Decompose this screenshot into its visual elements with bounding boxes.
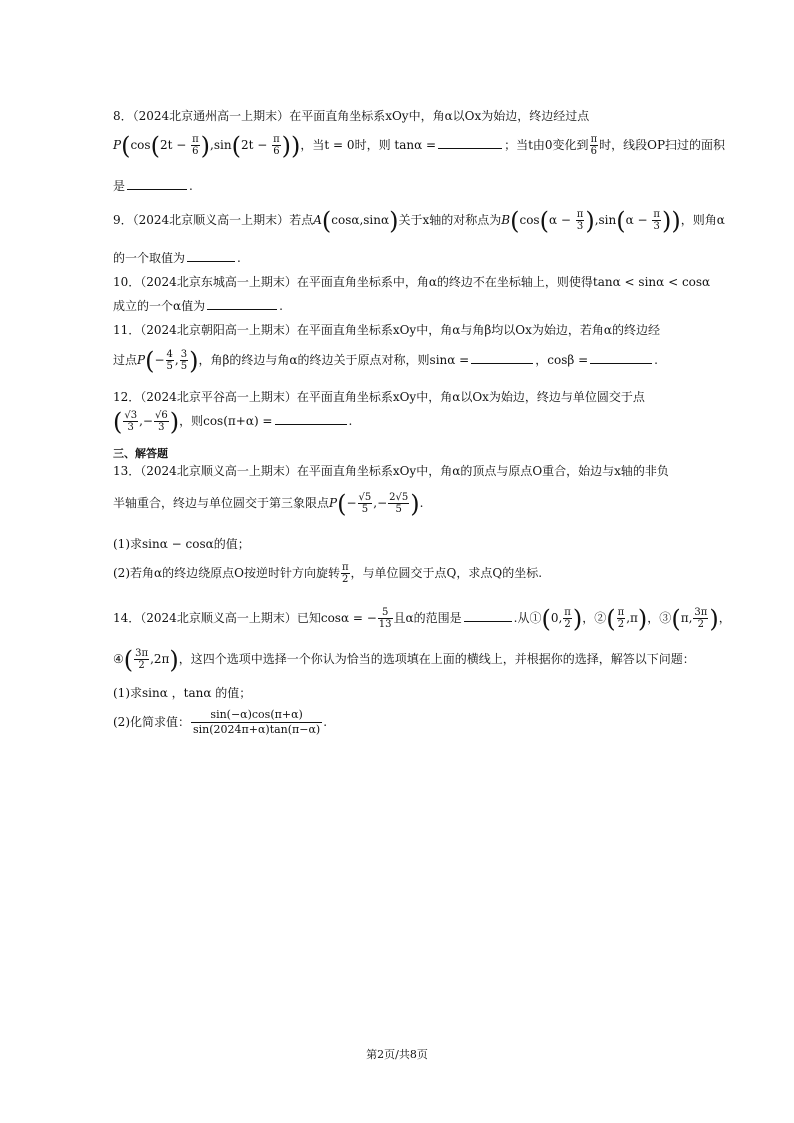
- fraction: $\frac{\sin(-\alpha)\cos(\pi+\alpha)}{\sin(2024\pi+\alpha)\tan(\pi-\alpha)}$: [193, 708, 321, 737]
- question-source: （2024北京朝阳高一上期末）: [140, 323, 297, 337]
- q14-sub2: (2)化简求值： $\frac{\sin(-\alpha)\cos(\pi+\alpha)}{\sin(2024\pi+\alpha)\tan(\pi-\alpha)}$ .: [113, 708, 328, 737]
- fraction: $\frac{√3}{3}$: [124, 410, 138, 433]
- question-source: （2024北京顺义高一上期末）: [140, 464, 297, 478]
- question-number: 10．: [113, 275, 141, 289]
- question-text: 在平面直角坐标系xOy中，角α以Ox为始边，终边经过点: [289, 109, 590, 123]
- fraction: $\frac{√5}{5}$: [358, 492, 372, 515]
- question-source: （2024北京通州高一上期末）: [132, 109, 290, 123]
- q13-line2: 半轴重合，终边与单位圆交于第三象限点P(− $\frac{√5}{5}$ ,− $\frac{2√5}{5}$ ).: [113, 490, 424, 518]
- fraction: $\frac{\pi}{2}$: [341, 562, 349, 585]
- fraction: $\frac{\pi}{6}$: [273, 134, 280, 157]
- fraction: $\frac{4}{5}$: [166, 349, 173, 372]
- answer-blank[interactable]: [438, 136, 502, 149]
- fraction: $\frac{\pi}{6}$: [590, 134, 598, 157]
- question-number: 11．: [113, 323, 141, 337]
- q12-line2: ( $\frac{√3}{3}$ ,− $\frac{√6}{3}$ )，则cos(π+α) = .: [113, 408, 353, 436]
- answer-blank[interactable]: [127, 177, 187, 190]
- q12-line1: 12．（2024北京平谷高一上期末）在平面直角坐标系xOy中，角α以Ox为始边，终边与单位圆交于点: [113, 390, 645, 404]
- fraction: $\frac{\pi}{6}$: [192, 134, 199, 157]
- q13-sub1: (1)求sinα − cosα的值；: [113, 537, 250, 551]
- q9-line2: 的一个取值为 .: [113, 251, 241, 265]
- fraction: $\frac{3\pi}{2}$: [135, 648, 149, 671]
- question-number: 13．: [113, 464, 141, 478]
- question-number: 8．: [113, 109, 133, 123]
- question-source: （2024北京顺义高一上期末）: [132, 213, 290, 227]
- answer-blank[interactable]: [187, 249, 235, 262]
- q11-line2: 过点P(− $\frac{4}{5}$ , $\frac{3}{5}$ )，角β的终边与角α的终边关于原点对称，则sinα = ，cosβ = .: [113, 347, 658, 375]
- fraction: $\frac{3}{5}$: [180, 349, 188, 372]
- fraction: $\frac{2√5}{5}$: [389, 492, 409, 515]
- page-footer: 第2页/共8页: [366, 1048, 428, 1061]
- q10-line1: 10．（2024北京东城高一上期末）在平面直角坐标系中，角α的终边不在坐标轴上，则使得tanα < sinα < cosα: [113, 275, 711, 289]
- question-number: 12．: [113, 390, 141, 404]
- fraction: $\frac{5}{13}$: [378, 607, 392, 630]
- q13-line1: 13．（2024北京顺义高一上期末）在平面直角坐标系xOy中，角α的顶点与原点O重合，始边与x轴的非负: [113, 464, 669, 478]
- q8-line3: 是 .: [113, 179, 193, 193]
- fraction: $\frac{\pi}{2}$: [564, 607, 571, 630]
- q14-line1: 14．（2024北京顺义高一上期末）已知cosα = − $\frac{5}{13}$ 且α的范围是 .从①(0, $\frac{\pi}{2}$ )，②( $\frac{\pi}{2}$ ,π)，③(π, $\frac{3\pi}{2}$ )，: [113, 605, 731, 633]
- fraction: $\frac{√6}{3}$: [154, 410, 168, 433]
- fraction: $\frac{\pi}{3}$: [653, 209, 660, 232]
- q10-line2: 成立的一个α值为 .: [113, 299, 283, 313]
- question-source: （2024北京平谷高一上期末）: [140, 390, 297, 404]
- question-source: （2024北京东城高一上期末）: [140, 275, 297, 289]
- answer-blank[interactable]: [275, 412, 347, 425]
- section-heading: 三、解答题: [113, 447, 168, 460]
- question-number: 14．: [113, 611, 141, 625]
- answer-blank[interactable]: [464, 609, 512, 622]
- answer-blank[interactable]: [207, 297, 277, 310]
- question-source: （2024北京顺义高一上期末）: [140, 611, 297, 625]
- q14-line2: ④( $\frac{3\pi}{2}$ ,2π)，这四个选项中选择一个你认为恰当的选项填在上面的横线上，并根据你的选择，解答以下问题：: [113, 646, 695, 674]
- answer-blank[interactable]: [590, 351, 652, 364]
- fraction: $\frac{3\pi}{2}$: [694, 607, 708, 630]
- q14-sub1: (1)求sinα ，tanα 的值；: [113, 686, 252, 700]
- question-number: 9．: [113, 213, 133, 227]
- fraction: $\frac{\pi}{3}$: [576, 209, 584, 232]
- q11-line1: 11．（2024北京朝阳高一上期末）在平面直角坐标系xOy中，角α与角β均以Ox为始边，若角α的终边经: [113, 323, 660, 337]
- answer-blank[interactable]: [471, 351, 533, 364]
- q8-line1: [113, 107, 589, 124]
- q8-line2: P(cos(2t − $\frac{\pi}{6}$ ),sin(2t − $\frac{\pi}{6}$ ))，当t = 0时，则 tanα = ；当t由0变化到 $\frac{\pi}{6}$ 时，线段OP扫过的面积: [113, 132, 726, 160]
- fraction: $\frac{\pi}{2}$: [617, 607, 625, 630]
- q9-line1: 9．（2024北京顺义高一上期末）若点A(cosα,sinα)关于x轴的对称点为B(cos(α − $\frac{\pi}{3}$ ),sin(α − $\frac{\pi}{3}$ ))，则角α: [113, 207, 725, 235]
- q13-sub2: (2)若角α的终边绕原点O按逆时针方向旋转 $\frac{\pi}{2}$ ，与单位圆交于点Q，求点Q的坐标.: [113, 562, 543, 585]
